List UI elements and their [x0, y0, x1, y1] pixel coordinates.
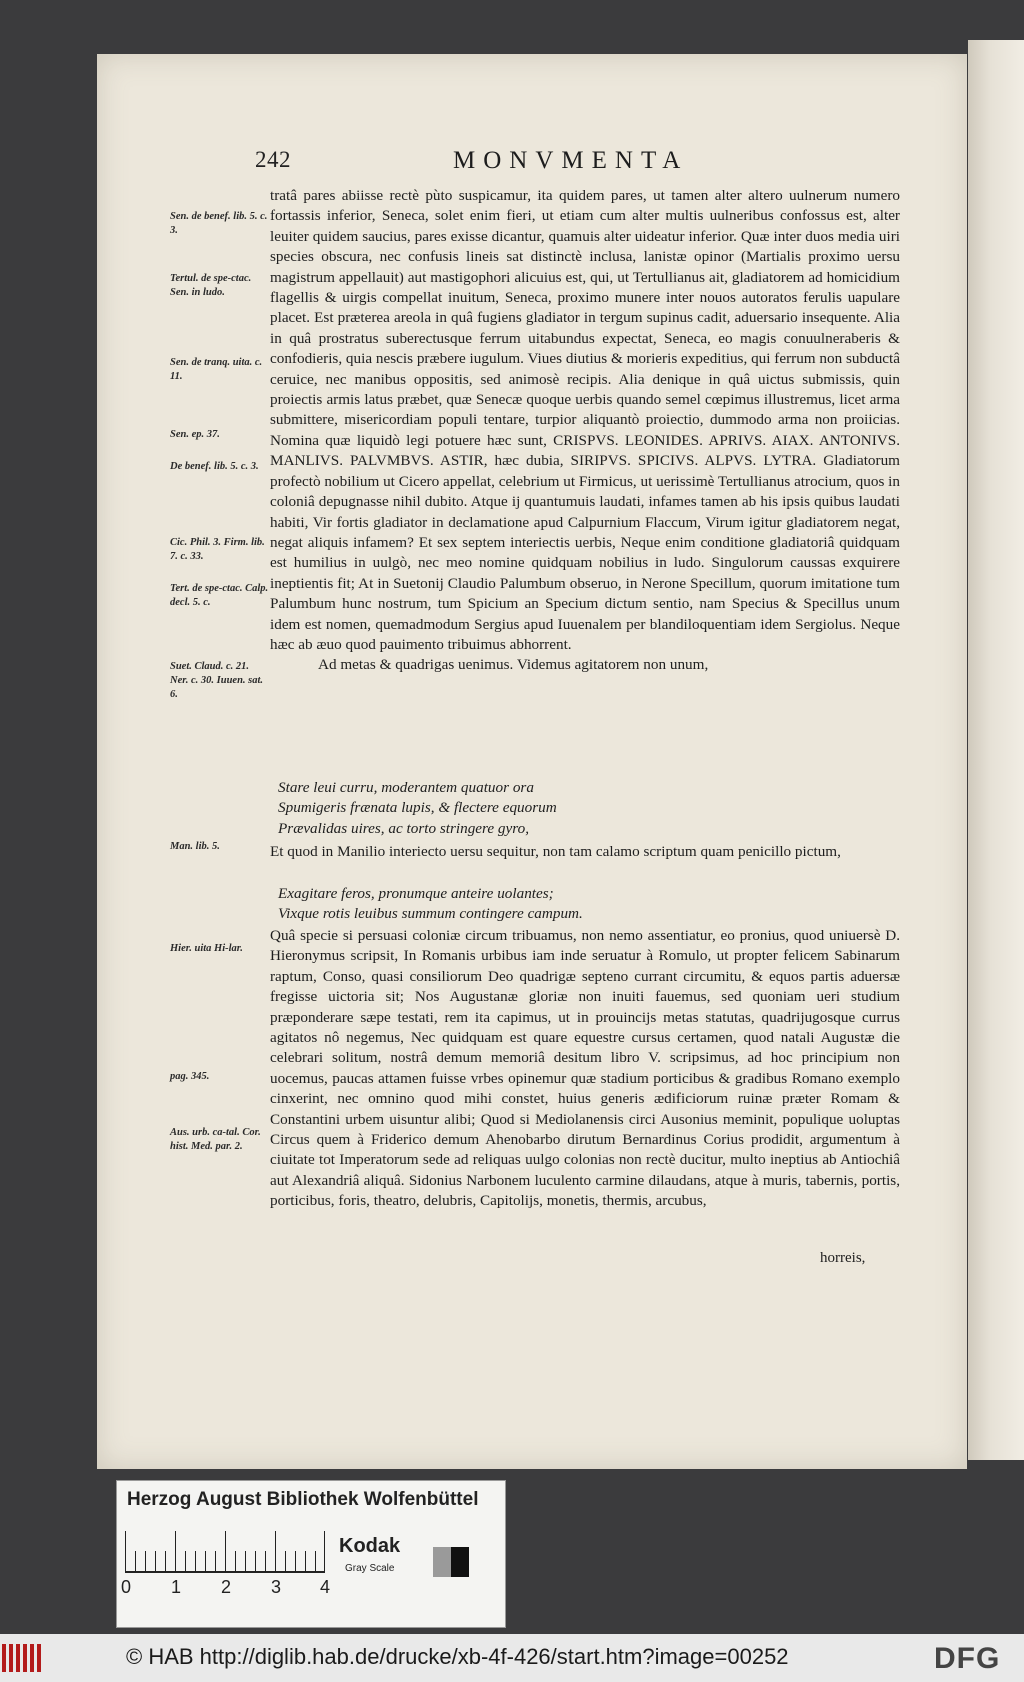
ruler-tick	[225, 1531, 226, 1571]
margin-note: Suet. Claud. c. 21. Ner. c. 30. Iuuen. sat. 6.	[170, 661, 264, 700]
verse-line: Exagitare feros, pronumque anteire uolantes;	[278, 885, 554, 902]
ruler-tick	[145, 1551, 146, 1571]
margin-note: Cic. Phil. 3. Firm. lib. 7. c. 33.	[170, 537, 265, 562]
verse-line: Spumigeris frænata lupis, & flectere equorum	[278, 799, 557, 817]
ruler-tick	[285, 1551, 286, 1571]
main-text-block-1	[270, 186, 900, 676]
hab-logo-icon	[0, 1642, 46, 1674]
gray-patch	[433, 1547, 451, 1577]
ruler-tick	[125, 1531, 126, 1571]
margin-note: Tert. de spe-ctac. Calp. decl. 5. c.	[170, 583, 269, 608]
ruler-tick	[135, 1551, 136, 1571]
ruler-number: 3	[271, 1577, 282, 1597]
margin-note: Tertul. de spe-ctac. Sen. in ludo.	[170, 273, 252, 298]
ruler-tick	[175, 1531, 176, 1571]
margin-note: Sen. de tranq. uita. c. 11.	[170, 357, 263, 382]
ruler-tick	[235, 1551, 236, 1571]
paragraph: Et quod in Manilio interiecto uersu sequitur, non tam calamo scriptum quam penicillo pictum,	[270, 843, 841, 860]
ruler-tick	[155, 1551, 156, 1571]
paragraph: Ad metas & quadrigas uenimus. Videmus agitatorem non unum,	[318, 656, 709, 674]
main-text-block-2	[270, 842, 900, 862]
ruler-tick	[195, 1551, 196, 1571]
verse-line: Vixque rotis leuibus summum contingere campum.	[278, 905, 583, 923]
paragraph: tratâ pares abiisse rectè pùto suspicamur, ita quidem pares, ut tamen alter altero uulnerum numero fortassis inferior, Seneca, solet enim fieri, ut etiam cum alter multis uulneribus confossus est, alter leuiter quidem saucius, pares exisse dicantur, quamuis alter uideatur inferior. Quæ inter duos media uiri species obscura, nec confusis lineis sat distinctè inclusa, lanistæ opinor (Martialis proximo uersu magistrum appellauit) aut mastigophori alicuius est, qui, ut Tertullianus ait, gladiatorem ad homicidium flagellis & uirgis compellat inuitum, Seneca, proximo munere inter nouos autoratos ferulis uapulare placet. Est præterea areola in quâ fugiens gladiator in tergum supinus cadit, aduersario insequente. Alia in quâ prostratus suberectusque ferrum uitabundus expectat, Seneca, eo magis conuulneraberis & confodieris, quia nescis præbere iugulum. Viues diutius & morieris expeditius, qui ferrum non subductâ ceruice, nec manibus oppositis, sed animosè recipis. Alia denique in quâ uictus submissis, quin proiectis armis latus præbet, quæ Senecæ quoque uerbis quando semel cœpimus illustremus, licet arma submittere, misericordiam populi tentare, turpior aliquantò proiectio, dummodo arma non proiicias. Nomina quæ liquidò legi potuere hæc sunt, CRISPVS. LEONIDES. APRIVS. AIAX. ANTONIVS. MANLIVS. PALVMBVS. ASTIR, hæc dubia, SIRIPVS. SPICIVS. ALPVS. LYTRA. Gladiatorum profectò nobilium ut Cicero appellat, celebrium ut Firmicus, ut uerissimè Tertullianus atrocium, quos in coloniâ depugnasse nihil dubito. Atque ij quantumuis laudati, infames tamen ab his ipsis quibus laudati habiti, Vir fortis gladiator in declamatione apud Calpurnium Flaccum, Virum igitur gladiatorem negat, negat aliquis infamem? Et sex septem interiectis uerbis, Neque enim conditione gladiatoriâ quidquam est humilius in uulgò, nec meo nomine quidquam nobilius in ludo. Singulorum caussas exquirere ineptientis fit; At in Suetonij Claudio Palumbum obseruo, in Nerone Specillum, quorum imitatione tum Palumbum hunc nostrum, tum Spicium an Specium dictum sentio, nam Specius & Specillus unum idem est nomen, quemadmodum Sergius apud Iuuenalem per blandiloquentiam idem Sergiolus. Neque hæc ab æuo quod pauimento tribuimus abhorrent.	[270, 187, 900, 653]
ruler-number: 2	[221, 1577, 232, 1597]
ruler-tick	[185, 1551, 186, 1571]
gray-scale-label: Gray Scale	[345, 1563, 395, 1574]
verse-block-1	[278, 778, 878, 839]
ruler-tick	[205, 1551, 206, 1571]
ruler-tick	[265, 1551, 266, 1571]
black-patch	[451, 1547, 469, 1577]
margin-note: Sen. de benef. lib. 5. c. 3.	[170, 211, 268, 236]
verse-line: Prævalidas uires, ac torto stringere gyro,	[278, 819, 530, 837]
catchword: horreis,	[820, 1250, 866, 1266]
kodak-brand: Kodak	[339, 1535, 401, 1557]
running-title: MONVMENTA	[453, 147, 689, 174]
ruler-tick	[295, 1551, 296, 1571]
main-text-block-3	[270, 926, 900, 1212]
ruler-tick	[315, 1551, 316, 1571]
page-header	[255, 147, 735, 181]
verse-line: Stare leui curru, moderantem quatuor ora	[278, 779, 534, 796]
margin-note: Aus. urb. ca-tal. Cor. hist. Med. par. 2.	[170, 1127, 261, 1152]
ruler-number: 4	[320, 1577, 331, 1597]
adjacent-page-edge	[968, 40, 1024, 1460]
ruler-number: 1	[171, 1577, 182, 1597]
ruler-tick	[324, 1531, 325, 1571]
ruler-tick	[165, 1551, 166, 1571]
margin-note: De benef. lib. 5. c. 3.	[170, 461, 259, 472]
target-title: Herzog August Bibliothek Wolfenbüttel	[127, 1489, 479, 1510]
dfg-logo: DFG	[934, 1642, 1001, 1675]
verse-block-2	[278, 884, 878, 925]
ruler-tick	[255, 1551, 256, 1571]
scale-ruler	[125, 1531, 325, 1573]
color-target-card	[116, 1480, 506, 1628]
footer-citation: © HAB http://diglib.hab.de/drucke/xb-4f-426/start.htm?image=00252	[126, 1644, 789, 1669]
paragraph: Quâ specie si persuasi coloniæ circum tribuamus, non nemo assentiatur, eo pronius, quod uniuersè D. Hieronymus scripsit, In Romanis urbibus iam inde seruatur à Romulo, ut propter felicem Sabinarum raptum, Conso, quasi consiliorum Deo quadrigæ septeno currant circumitu, & equos partis aduersæ fregisse uictoria sit; Nos Augustanæ gloriæ non inuiti fauemus, sed quoniam ueri studium præponderare sæpe testati, rem ita capimus, ut in prouincijs metas statutas, quadrijugosque currus agitatos nô negemus, Nec quidquam est quare equestre cursus certamen, quod natali Augustæ die celebrari solitum, nostrâ demum memoriâ desitum libro V. scripsimus, ad hoc principium non uocemus, paucas attamen fuisse vrbes opinemur quæ stadium porticibus & gradibus Romano exemplo cinxerint, nec omnino quod mihi constet, huius generis ædificiorum ruinæ præter Romam & Constantini urbem uisuntur alibi; Quod si Mediolanensis circi Ausonius meminit, populique uoluptas Circus quem à Friderico demum Ahenobarbo dirutum Bernardinus Corius prodidit, argumentum à ciuitate tot Imperatorum sede ad reliquas uulgo colonias non rectè ducitur, multo ineptius ab Antiochiâ aut Alexandriâ aliquâ. Sidonius Narbonem luculento carmine dilaudans, atque à muris, tabernis, portis, porticibus, foris, theatro, delubris, Capitolijs, monetis, thermis, arcubus,	[270, 927, 900, 1210]
footer-bar	[0, 1634, 1024, 1682]
ruler-tick	[275, 1531, 276, 1571]
ruler-tick	[245, 1551, 246, 1571]
margin-note: Man. lib. 5.	[170, 841, 220, 852]
margin-note: pag. 345.	[170, 1071, 210, 1082]
page-number: 242	[255, 147, 291, 172]
ruler-tick	[215, 1551, 216, 1571]
ruler-number: 0	[121, 1577, 132, 1597]
ruler-tick	[305, 1551, 306, 1571]
margin-note: Sen. ep. 37.	[170, 429, 220, 440]
margin-note: Hier. uita Hi-lar.	[170, 943, 243, 954]
